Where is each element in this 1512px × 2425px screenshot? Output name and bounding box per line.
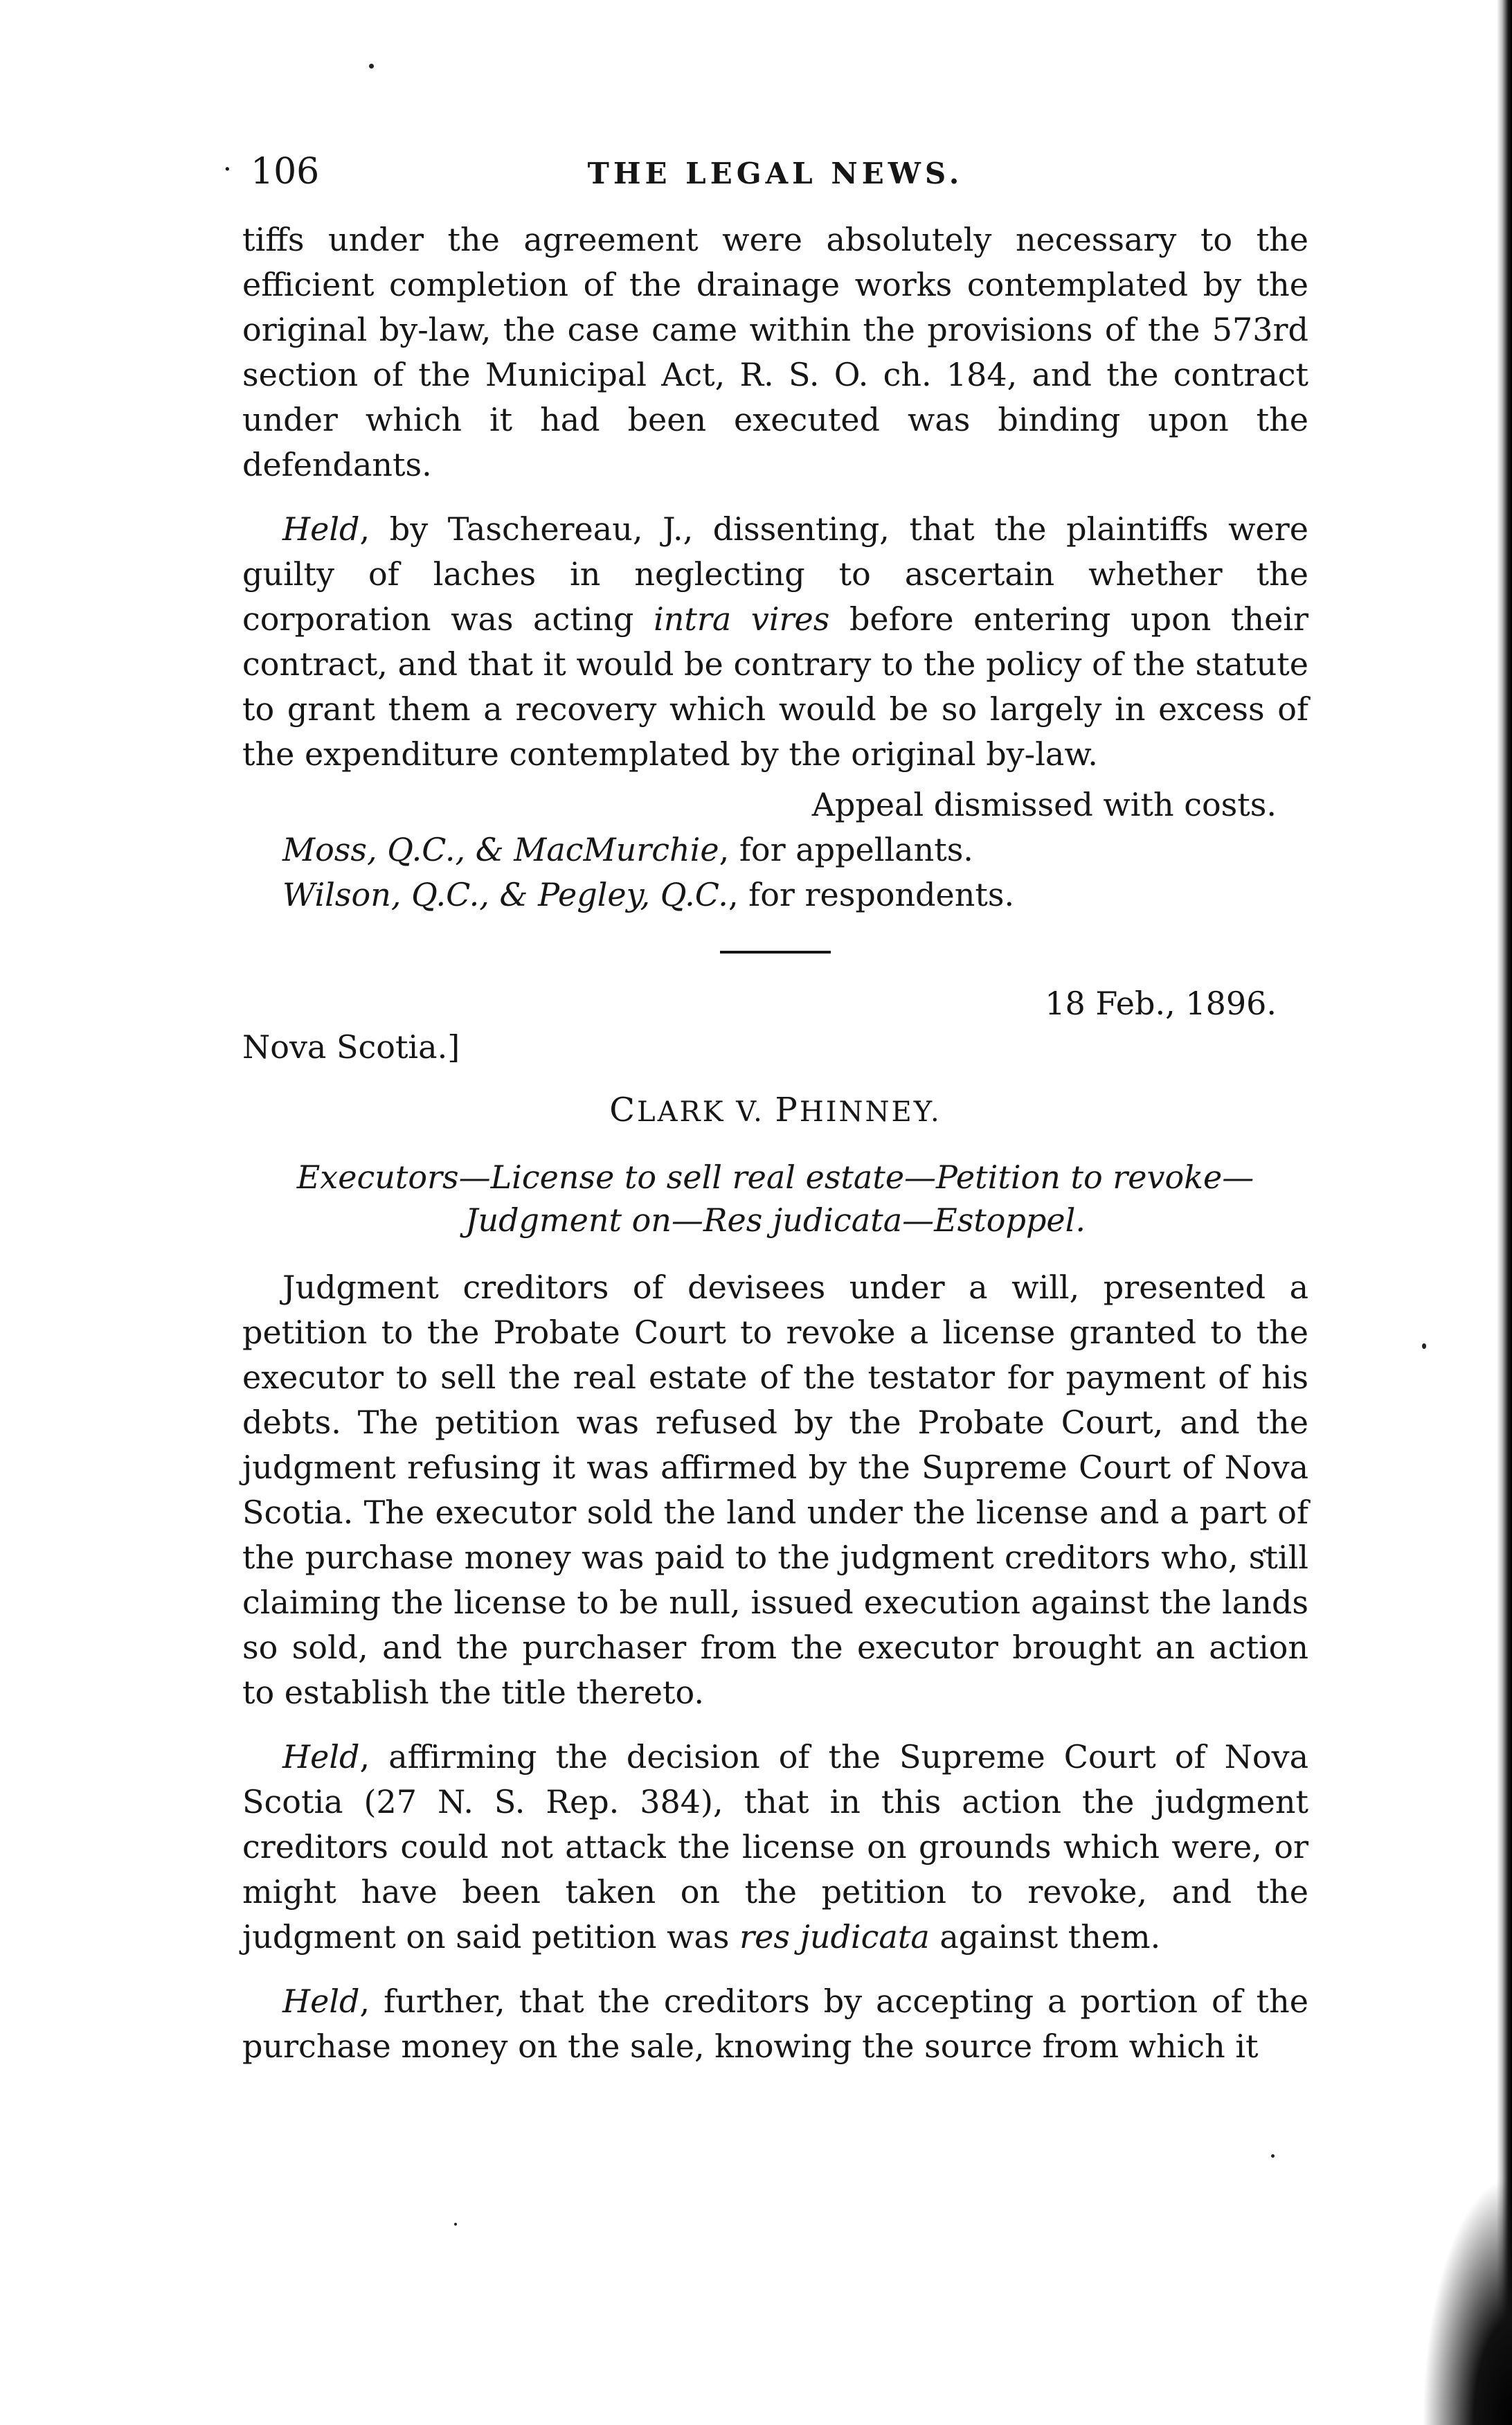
page-number-dash: ·	[223, 154, 232, 186]
appellants-label: , for appellants.	[719, 831, 973, 868]
counsel-respondents	[242, 873, 1308, 918]
page-number: 106	[251, 151, 320, 193]
province: Nova Scotia.]	[242, 1028, 460, 1066]
counsel-appellants	[242, 827, 1308, 873]
holding-2-text: , further, that the creditors by accepting a portion of the purchase money on the sale, knowing the source from which it	[242, 1983, 1308, 2065]
page-content	[223, 151, 1308, 2069]
journal-title: THE LEGAL NEWS.	[587, 156, 964, 190]
section-divider	[720, 951, 831, 954]
respondents-counsel-names: Wilson, Q.C., & Pegley, Q.C.	[282, 876, 728, 913]
held-label: Held	[282, 510, 360, 548]
dissent-text-1: , by Taschereau, J., dissenting, that the plaintiffs were guilty of laches in neglecting to ascertain whether the corporation was acting	[242, 510, 1308, 638]
held-label: Held	[282, 1983, 360, 2020]
res-judicata-term: res judicata	[739, 1918, 930, 1956]
dissent-text-2: before entering upon their contract, and that it would be contrary to the policy of the statute to grant them a recovery which would be so largely in excess of the expenditure contemplated by the original by-law.	[242, 600, 1308, 773]
holding-1-text-2: against them.	[929, 1918, 1161, 1956]
dust-speck	[1422, 1343, 1426, 1349]
catchwords: Executors—License to sell real estate—Petition to revoke—Judgment on—Res judicata—Estoppel.	[296, 1158, 1254, 1239]
dust-speck	[454, 2223, 457, 2226]
page-edge-shadow-foot	[1422, 2176, 1512, 2425]
running-head	[223, 151, 1308, 206]
held-label: Held	[282, 1738, 360, 1775]
appellants-counsel-names: Moss, Q.C., & MacMurchie	[282, 831, 719, 868]
holding-1-text-1: , affirming the decision of the Supreme Court of Nova Scotia (27 N. S. Rep. 384), that in this action the judgment creditors could not attack the license on grounds which were, or might have been taken on the petition to revoke, and the judgment on said petition was	[242, 1738, 1308, 1956]
holding-paragraph-2	[242, 1979, 1308, 2069]
case-title: CLARK V. PHINNEY.	[609, 1091, 942, 1129]
page-edge-shadow	[1497, 0, 1512, 2425]
dissent-paragraph	[242, 507, 1308, 777]
facts-paragraph: Judgment creditors of devisees under a will, presented a petition to the Probate Court to revoke a license granted to the executor to sell the real estate of the testator for payment of his debts. The petition was refused by the Probate Court, and the judgment refusing it was affirmed by the Supreme Court of Nova Scotia. The executor sold the land under the license and a part of the purchase money was paid to the judgment creditors who, still claiming the license to be null, issued execution against the lands so sold, and the purchaser from the executor brought an action to establish the title thereto.	[242, 1269, 1308, 1711]
holding-paragraph-1	[242, 1735, 1308, 1960]
continuation-paragraph: tiffs under the agreement were absolutely necessary to the efficient completion of the drainage works contemplated by the original by-law, the case came within the provisions of the 573rd section of the Municipal Act, R. S. O. ch. 184, and the contract under which it had been executed was binding upon the defendants.	[242, 221, 1308, 483]
dust-speck	[1271, 2154, 1275, 2158]
decision-date: 18 Feb., 1896.	[1045, 985, 1277, 1022]
respondents-label: , for respondents.	[728, 876, 1015, 913]
disposition: Appeal dismissed with costs.	[811, 786, 1277, 823]
intra-vires-term: intra vires	[654, 600, 830, 638]
dust-speck	[369, 64, 374, 69]
